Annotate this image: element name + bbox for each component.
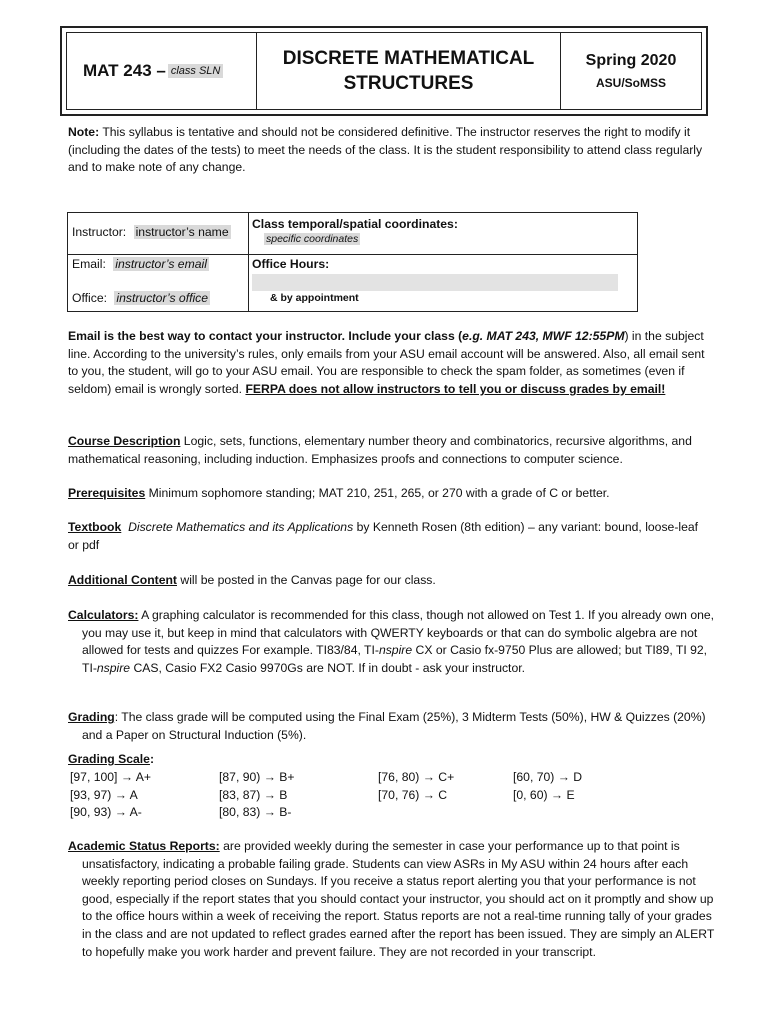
grade-cell: [87, 90) → B+: [219, 770, 295, 784]
textbook-label: Textbook: [68, 520, 122, 534]
course-title-line1: DISCRETE MATHEMATICAL: [282, 48, 535, 69]
textbook-title: Discrete Mathematics and its Applications: [128, 520, 354, 534]
note-paragraph: [68, 124, 708, 177]
calculators-text-3: CX or Casio fx-9750 Plus are allowed; but TI89, TI 92, TI-: [82, 643, 708, 675]
email-paragraph: [68, 328, 708, 398]
institution: ASU/SoMSS: [595, 76, 666, 90]
additional-content-text: will be posted in the Canvas page for our class.: [177, 573, 436, 587]
grade-cell: [70, 76) → C: [378, 787, 448, 802]
grade-cell: [97, 100] → A+: [70, 770, 151, 784]
class-sln: class SLN: [168, 64, 224, 78]
instructor-label: Instructor:: [72, 225, 127, 239]
grading-text: : The class grade will be computed using the Final Exam (25%), 3 Midterm Tests (50%), HW & Quizzes (20%) and a Paper on Structural Induction (5%).: [82, 710, 706, 742]
grade-cell: [83, 87) → B: [219, 787, 288, 802]
title-cell: [257, 33, 561, 109]
instructor-name: instructor’s name: [135, 225, 229, 239]
grading-scale: [70, 769, 670, 822]
ferpa-notice: FERPA does not allow instructors to tell you or discuss grades by email!: [245, 381, 666, 396]
calculators: [68, 607, 722, 677]
coords-value: specific coordinates: [266, 233, 359, 245]
additional-content-label: Additional Content: [68, 573, 177, 587]
course-description-label: Course Description: [68, 434, 181, 448]
calculators-text-2: nspire: [378, 643, 413, 658]
email-para-example: e.g. MAT 243, MWF 12:55PM: [462, 329, 625, 343]
textbook: [68, 519, 708, 554]
office-cell: [72, 291, 210, 305]
calculators-text-5: CAS, Casio FX2 Casio 9970Gs are NOT. If in doubt - ask your instructor.: [130, 660, 525, 675]
instructor-table: [67, 212, 638, 312]
course-description-text: Logic, sets, functions, elementary number theory and combinatorics, recursive algorithms, and mathematical reasoning, including induction. Emphasizes proofs and connections to computer science.: [68, 434, 692, 466]
grading: [68, 709, 722, 744]
grade-cell: [0, 60) → E: [513, 787, 575, 802]
prerequisites-text: Minimum sophomore standing; MAT 210, 251, 265, or 270 with a grade of C or better.: [145, 486, 610, 500]
hours-value: & by appointment: [270, 292, 359, 304]
coords-label: Class temporal/spatial coordinates:: [252, 217, 458, 231]
calculators-label: Calculators:: [68, 608, 139, 622]
grade-cell: [76, 80) → C+: [378, 770, 455, 784]
course-title-line2: STRUCTURES: [343, 73, 474, 94]
email-cell: [72, 257, 209, 271]
grade-cell: [60, 70) → D: [513, 770, 583, 784]
additional-content: [68, 572, 708, 590]
term: Spring 2020: [585, 52, 677, 69]
email-para-bold: Email is the best way to contact your instructor. Include your class (: [68, 329, 463, 343]
calculators-text-4: nspire: [96, 660, 131, 675]
instructor-email: instructor’s email: [115, 257, 207, 271]
grading-label: Grading: [68, 710, 115, 724]
course-cell: [67, 33, 257, 109]
grading-scale-heading: [68, 751, 708, 769]
grade-cell: [90, 93) → A-: [70, 805, 142, 820]
hours-redacted-bar: [252, 274, 618, 291]
calculators-text-1: A graphing calculator is recommended for this class, though not allowed on Test 1. If you already own one, you may use it, but keep in mind that calculators with QWERTY keyboards or that can do symbolic algebra are not allowed for tests and quizzes For example. TI83/84, TI-: [82, 608, 715, 658]
grading-scale-row: [70, 769, 670, 787]
instructor-office: instructor’s office: [116, 291, 209, 305]
office-label: Office:: [72, 291, 107, 305]
course-code: MAT 243 –: [83, 61, 166, 80]
asr-text: are provided weekly during the semester in case your performance up to that point is unsatisfactory, indicating a probable failing grade. Students can view ASRs in My ASU within 24 hours after each weekly reporting period closes on Sundays. If you receive a status report alerting you that your performance is not good, especially if the report states that you should contact your instructor, you should act on it promptly and show up to the office hours within a week of receiving the report. Status reports are not a real-time running tally of your grades in the class and are not updated to reflect grades earned after the report has been issued. They are simply an ALERT to hopefully make you work harder and prevent failure. They are not recorded in your transcript.: [82, 839, 715, 959]
grading-scale-label: Grading Scale: [68, 752, 150, 766]
note-text: This syllabus is tentative and should not be considered definitive. The instructor reserves the right to modify it (including the dates of the tests) to meet the needs of the class. It is the student responsibility to attend class regularly and to make note of any change.: [68, 125, 703, 175]
asr-label: Academic Status Reports:: [68, 839, 220, 853]
grading-scale-row: [70, 787, 670, 805]
coords-cell: [252, 217, 458, 245]
prerequisites-label: Prerequisites: [68, 486, 146, 500]
grading-scale-row: [70, 804, 670, 822]
grading-scale-colon: :: [149, 752, 155, 766]
note-label: Note:: [68, 125, 100, 139]
academic-status-reports: [68, 838, 722, 961]
email-para-text: ) in the subject line. According to the university’s rules, only emails from your ASU email account will be answered. Also, all email sent to you, the student, will go to your ASU email. You are responsible to check the spam folder, as sometimes (even if seldom) email is wrongly sorted.: [68, 329, 705, 396]
grade-cell: [93, 97) → A: [70, 787, 138, 802]
prerequisites: [68, 485, 708, 503]
textbook-text: by Kenneth Rosen (8th edition) – any variant: bound, loose-leaf or pdf: [68, 520, 699, 552]
hours-label: Office Hours:: [252, 257, 330, 271]
course-description: [68, 433, 708, 468]
instructor-cell: [72, 225, 231, 239]
grade-cell: [80, 83) → B-: [219, 805, 292, 820]
email-label: Email:: [72, 257, 106, 271]
header-box: [60, 26, 708, 116]
term-cell: [561, 33, 701, 109]
